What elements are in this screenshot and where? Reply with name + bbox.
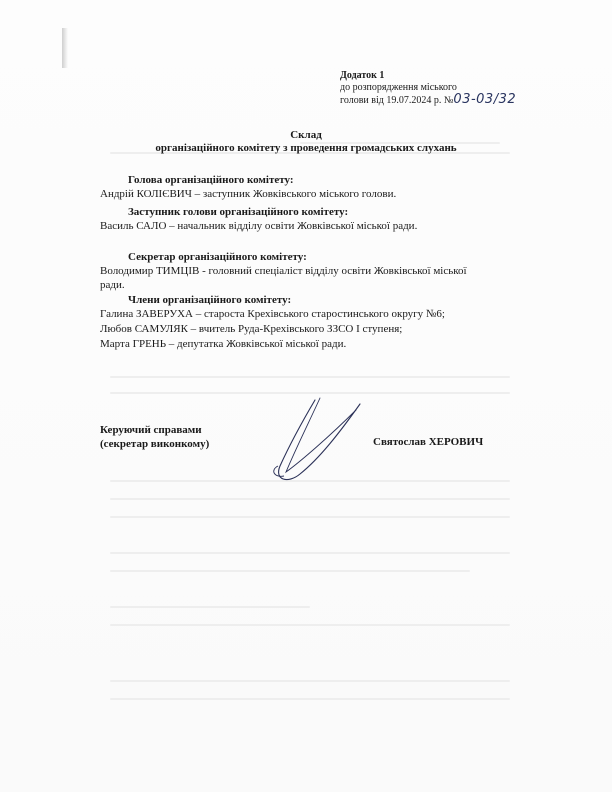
document-title [0,129,612,155]
secretary-member-line-2: ради. [100,279,125,291]
member-item: Галина ЗАВЕРУХА – староста Крехівського старостинського округу №6; [100,308,445,320]
bleed-line [110,680,510,682]
appendix-line-2: до розпорядження міського [340,82,457,93]
bleed-line [110,376,510,378]
bleed-line [110,516,510,518]
head-label: Голова організаційного комітету: [128,174,294,186]
signatory-name: Святослав ХЕРОВИЧ [373,436,484,448]
bleed-line [110,624,510,626]
title-line-1: Склад [290,129,322,141]
secretary-label: Секретар організаційного комітету: [128,251,307,263]
secretary-member-line-1: Володимир ТИМЦІВ - головний спеціаліст відділу освіти Жовківської міської [100,265,467,277]
appendix-header [340,70,516,107]
position-line-2: (секретар виконкому) [100,437,210,450]
bleed-line [110,498,510,500]
bleed-line [110,698,510,700]
handwritten-order-number: 03-03/32 [453,92,517,107]
scan-edge-shadow [62,28,68,68]
handwritten-signature [260,392,370,492]
bleed-line [110,552,510,554]
signatory-position [100,424,209,451]
position-line-1: Керуючий справами [100,424,202,436]
appendix-line-3 [340,94,516,107]
appendix-title: Додаток 1 [340,70,385,81]
bleed-line [110,570,470,572]
bleed-line [110,606,310,608]
appendix-date: голови від 19.07.2024 р. № [340,95,454,106]
title-line-2: організаційного комітету з проведення громадських слухань [155,142,457,154]
member-item: Марта ГРЕНЬ – депутатка Жовківської міської ради. [100,338,347,350]
head-member: Андрій КОЛІЄВИЧ – заступник Жовківського міського голови. [100,188,397,200]
members-label: Члени організаційного комітету: [128,294,292,306]
deputy-label: Заступник голови організаційного комітету: [128,206,349,218]
member-item: Любов САМУЛЯК – вчитель Руда-Крехівського ЗЗСО І ступеня; [100,323,403,335]
deputy-member: Василь САЛО – начальник відділу освіти Жовківської міської ради. [100,220,418,232]
